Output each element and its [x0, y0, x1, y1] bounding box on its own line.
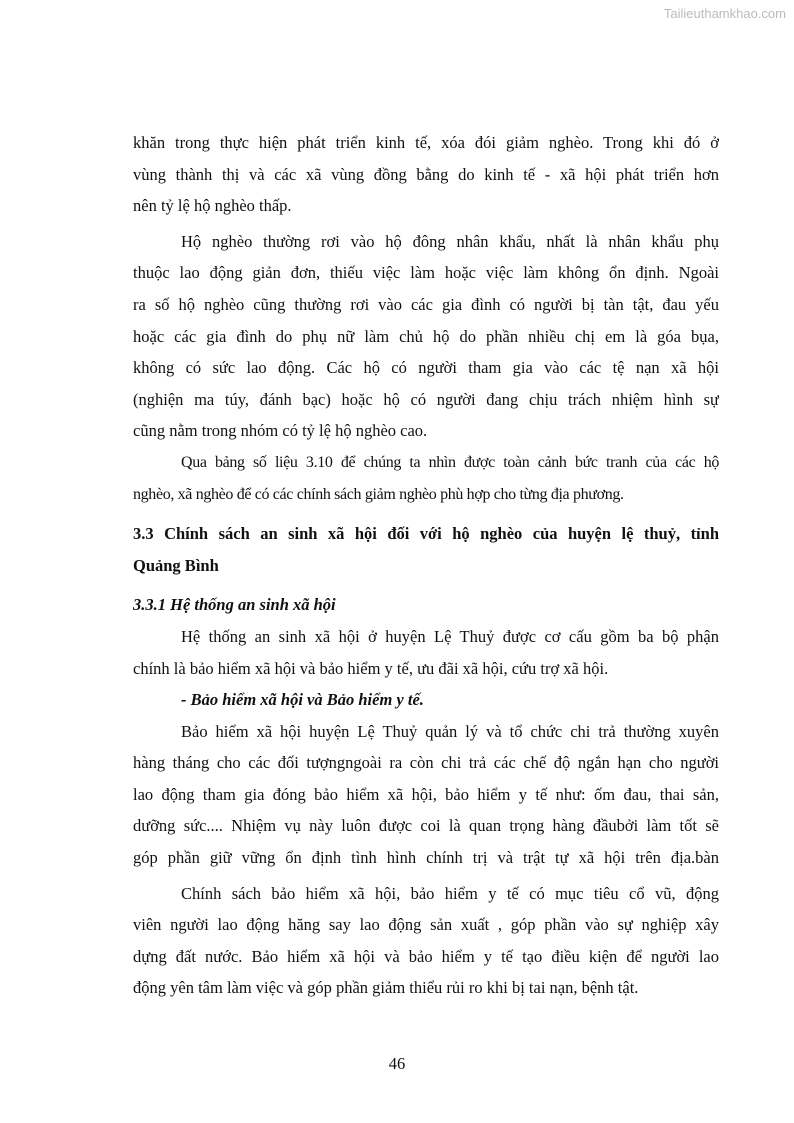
- subheading-insurance: - Bảo hiểm xã hội và Bảo hiểm y tế.: [181, 690, 424, 710]
- paragraph-1: [133, 127, 719, 222]
- document-page: [133, 127, 719, 1004]
- paragraph-4: [133, 621, 719, 684]
- heading-line: Quảng Bình: [133, 555, 219, 575]
- text-line: ra số hộ nghèo cũng thường rơi vào các gia đình có người bị tàn tật, đau yếu: [133, 294, 719, 314]
- text-line: không có sức lao động. Các hộ có người tham gia vào các tệ nạn xã hội: [133, 358, 719, 378]
- text-line: nghèo, xã nghèo để có các chính sách giảm nghèo phù hợp cho từng địa phương.: [133, 485, 624, 503]
- text-line: góp phần giữ vững ổn định tình hình chính trị và trật tự xã hội trên địa.bàn: [133, 848, 719, 868]
- text-line: (nghiện ma túy, đánh bạc) hoặc hộ có người đang chịu trách nhiệm hình sự: [133, 389, 719, 409]
- text-line: nên tỷ lệ hộ nghèo thấp.: [133, 196, 292, 216]
- text-line: dựng đất nước. Bảo hiểm xã hội và bảo hiểm y tế tạo điều kiện để người lao: [133, 946, 719, 966]
- text-line: thuộc lao động giản đơn, thiếu việc làm hoặc việc làm không ổn định. Ngoài: [133, 263, 719, 283]
- text-line: động yên tâm làm việc và góp phần giảm thiểu rủi ro khi bị tai nạn, bệnh tật.: [133, 978, 639, 998]
- text-line: Hộ nghèo thường rơi vào hộ đông nhân khẩu, nhất là nhân khẩu phụ: [181, 231, 719, 251]
- text-line: chính là bảo hiểm xã hội và bảo hiểm y tế, ưu đãi xã hội, cứu trợ xã hội.: [133, 658, 609, 678]
- text-line: cũng nằm trong nhóm có tỷ lệ hộ nghèo cao.: [133, 421, 428, 441]
- text-line: Chính sách bảo hiểm xã hội, bảo hiểm y tế có mục tiêu cổ vũ, động: [181, 883, 719, 903]
- text-line: Hệ thống an sinh xã hội ở huyện Lệ Thuỷ được cơ cấu gồm ba bộ phận: [181, 626, 719, 646]
- section-heading-3-3: [133, 518, 719, 581]
- text-line: khăn trong thực hiện phát triển kinh tế, xóa đói giảm nghèo. Trong khi đó ở: [133, 133, 719, 152]
- paragraph-2: [133, 226, 719, 447]
- text-line: hàng tháng cho các đối tượngngoài ra còn chi trả các chế độ ngắn hạn cho người: [133, 753, 719, 773]
- text-line: vùng thành thị và các xã vùng đồng bằng do kinh tế - xã hội phát triển hơn: [133, 164, 719, 184]
- text-line: Bảo hiểm xã hội huyện Lệ Thuỷ quản lý và tổ chức chi trả thường xuyên: [181, 721, 719, 741]
- watermark: Tailieuthamkhao.com: [663, 6, 786, 21]
- paragraph-6: [133, 878, 719, 1004]
- text-line: dưỡng sức.... Nhiệm vụ này luôn được coi là quan trọng hàng đầubởi làm tốt sẽ: [133, 816, 719, 836]
- section-heading-3-3-1: 3.3.1 Hệ thống an sinh xã hội: [133, 595, 336, 615]
- heading-line: 3.3 Chính sách an sinh xã hội đối với hộ nghèo của huyện lệ thuỷ, tỉnh: [133, 524, 719, 544]
- text-line: Qua bảng số liệu 3.10 để chúng ta nhìn được toàn cảnh bức tranh của các hộ: [181, 453, 719, 471]
- paragraph-5: [133, 716, 719, 874]
- paragraph-3: [133, 447, 719, 510]
- text-line: hoặc các gia đình do phụ nữ làm chủ hộ do phần nhiều chị em là góa bụa,: [133, 326, 719, 346]
- text-line: viên người lao động hăng say lao động sản xuất , góp phần vào sự nghiệp xây: [133, 915, 719, 935]
- text-line: lao động tham gia đóng bảo hiểm xã hội, bảo hiểm y tế như: ốm đau, thai sản,: [133, 784, 719, 804]
- page-number: 46: [388, 1054, 406, 1073]
